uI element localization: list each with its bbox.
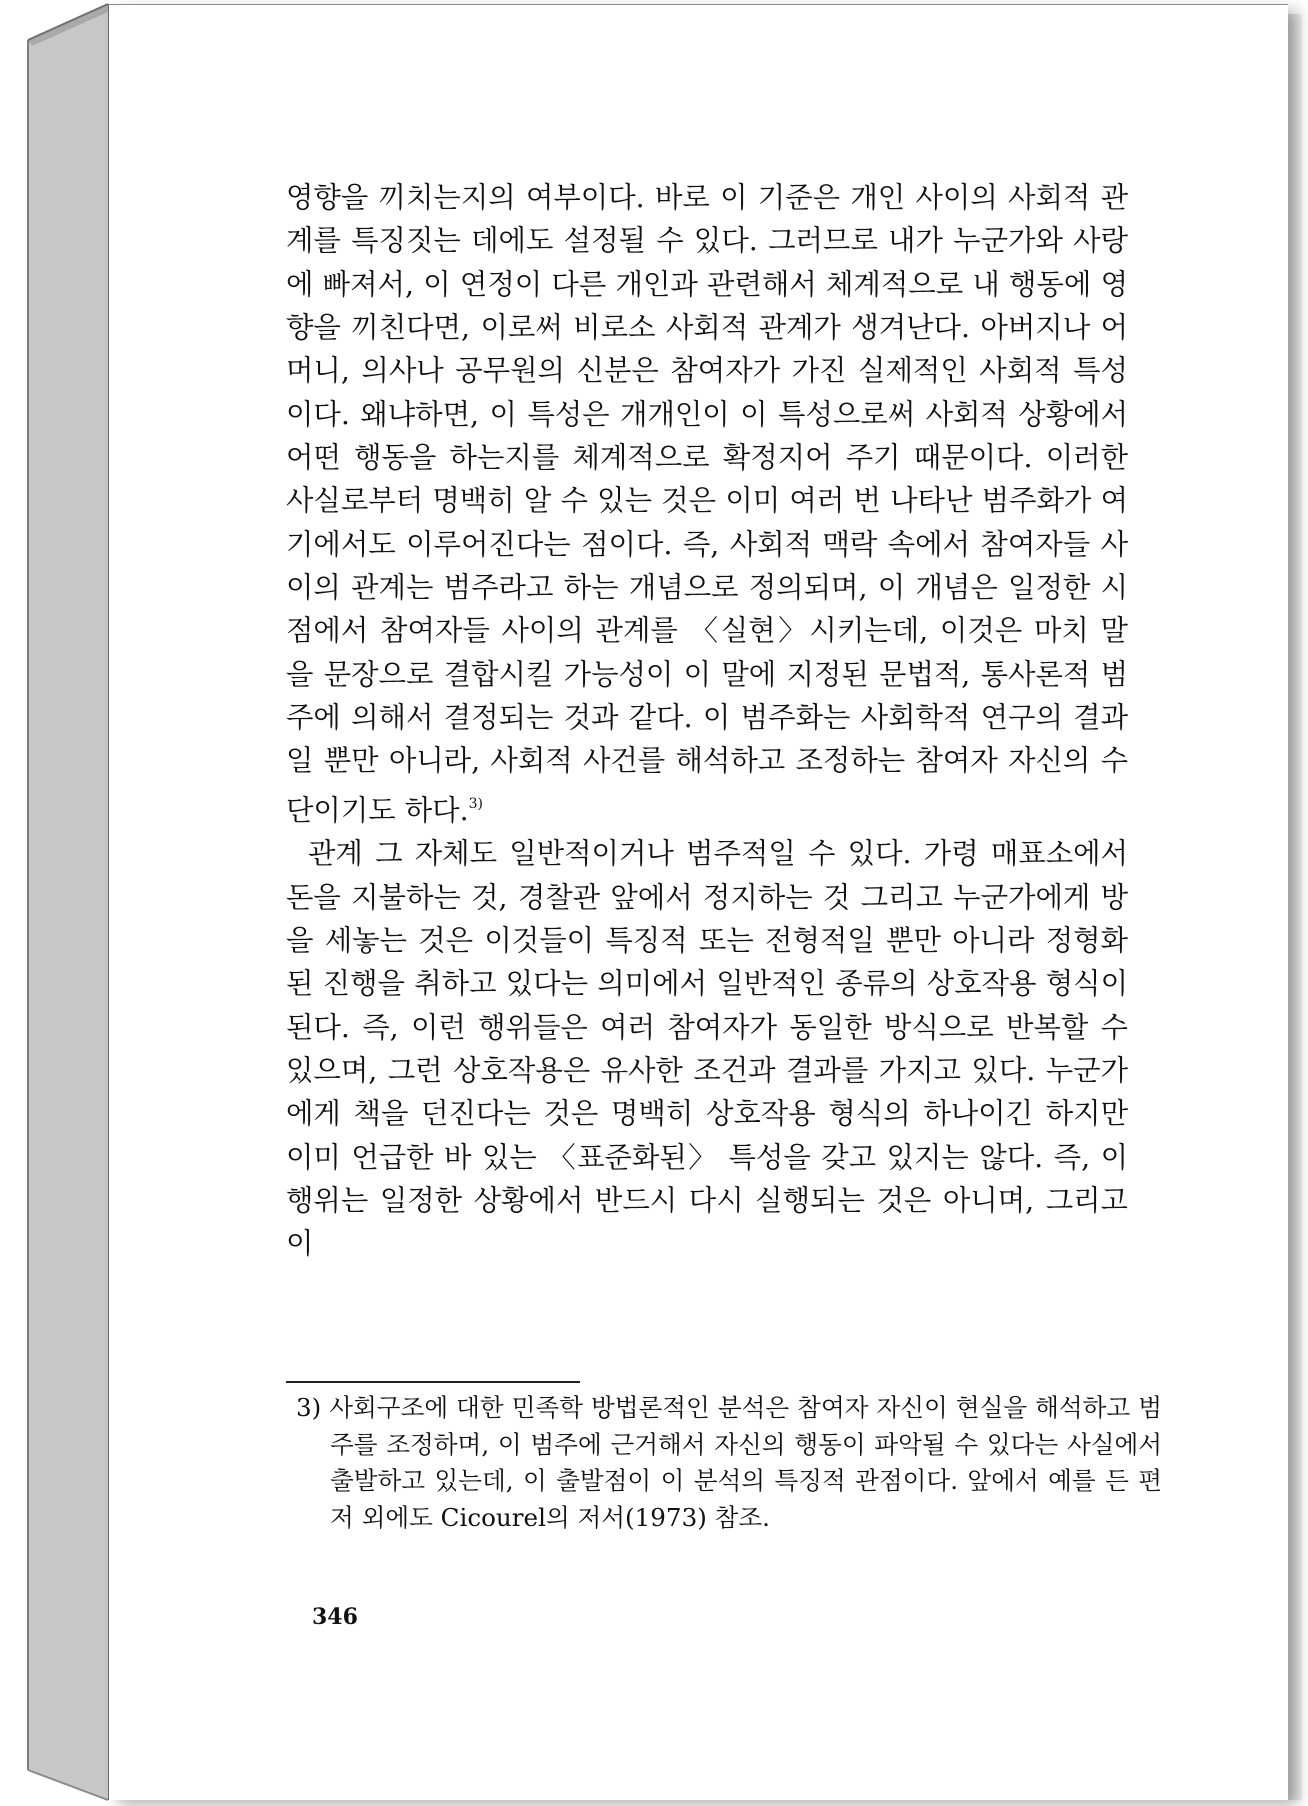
footnote-divider [286,1381,580,1383]
paragraph-1-text: 영향을 끼치는지의 여부이다. 바로 이 기준은 개인 사이의 사회적 관계를 특징짓는 데에도 설정될 수 있다. 그러므로 내가 누군가와 사랑에 빠져서, 이 연정이 다른 개인과 관련해서 체계적으로 내 행동에 영향을 끼친다면, 이로써 비로소 사회적 관계가 생겨난다. 아버지나 어머니, 의사나 공무원의 신분은 참여자가 가진 실제적인 사회적 특성이다. 왜냐하면, 이 특성은 개개인이 이 특성으로써 사회적 상황에서 어떤 행동을 하는지를 체계적으로 확정지어 주기 때문이다. 이러한 사실로부터 명백히 알 수 있는 것은 이미 여러 번 나타난 범주화가 여기에서도 이루어진다는 점이다. 즉, 사회적 맥락 속에서 참여자들 사이의 관계는 범주라고 하는 개념으로 정의되며, 이 개념은 일정한 시점에서 참여자들 사이의 관계를 〈실현〉시키는데, 이것은 마치 말을 문장으로 결합시킬 가능성이 이 말에 지정된 문법적, 통사론적 범주에 의해서 결정되는 것과 같다. 이 범주화는 사회학적 연구의 결과일 뿐만 아니라, 사회적 사건를 해석하고 조정하는 참여자 자신의 수단이기도 하다. [286,181,1128,827]
page-number: 346 [312,1604,358,1630]
footnote: 3) 사회구조에 대한 민족학 방법론적인 분석은 참여자 자신이 현실을 해석하고 범주를 조정하며, 이 범주에 근거해서 자신의 행동이 파악될 수 있다는 사실에서 출발하고 있는데, 이 출발점이 이 분석의 특징적 관점이다. 앞에서 예를 든 편저 외에도 Cicourel의 저서(1973) 참조. [296,1393,1162,1532]
paragraph-2: 관계 그 자체도 일반적이거나 범주적일 수 있다. 가령 매표소에서 돈을 지불하는 것, 경찰관 앞에서 정지하는 것 그리고 누군가에게 방을 세놓는 것은 이것들이 특징적 또는 전형적일 뿐만 아니라 정형화된 진행을 취하고 있다는 의미에서 일반적인 종류의 상호작용 형식이 된다. 즉, 이런 행위들은 여러 참여자가 동일한 방식으로 반복할 수 있으며, 그런 상호작용은 유사한 조건과 결과를 가지고 있다. 누군가에게 책을 던진다는 것은 명백히 상호작용 형식의 하나이긴 하지만 이미 언급한 바 있는 〈표준화된〉 특성을 갖고 있지는 않다. 즉, 이 행위는 일정한 상황에서 반드시 다시 실행되는 것은 아니며, 그리고 이 [286,837,1128,1261]
page-edge [1288,14,1302,1800]
book-spine [0,0,112,1806]
paragraph-1 [286,176,1128,832]
body-text [286,176,1128,1266]
footnote-reference: 3) [468,795,483,812]
